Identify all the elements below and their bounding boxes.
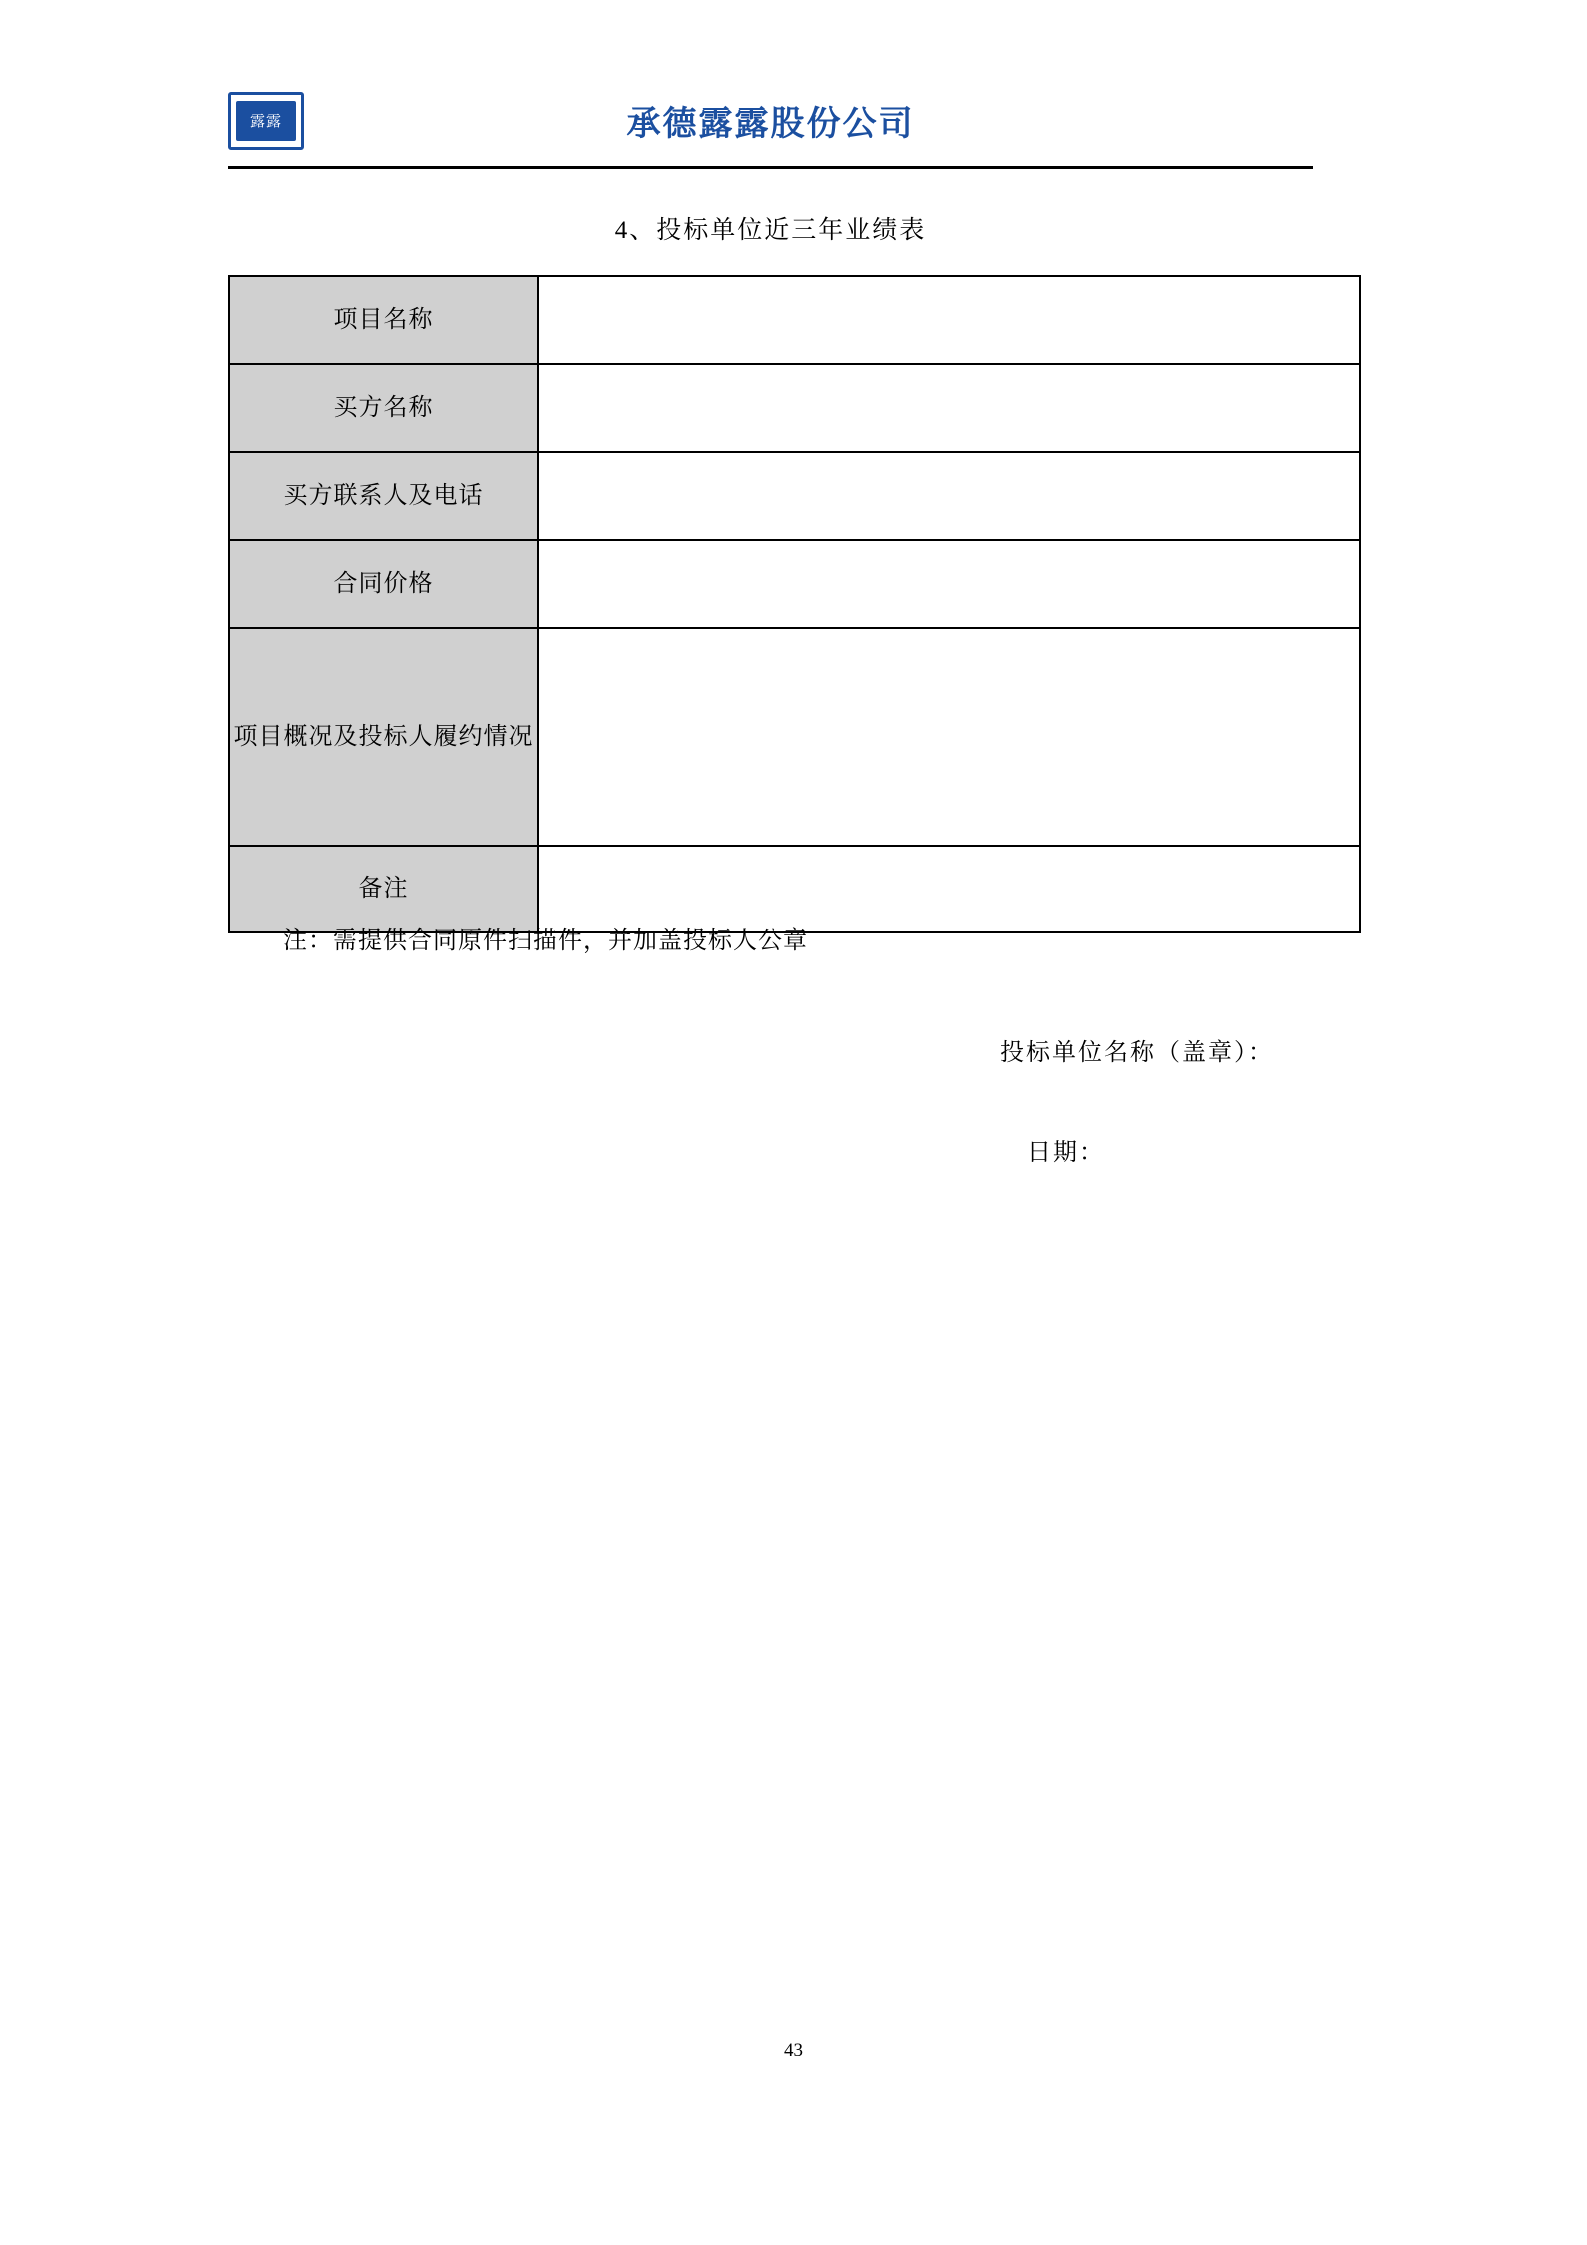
table-row: [229, 540, 1360, 628]
signature-company-label: 投标单位名称（盖章）：: [1000, 1040, 1274, 1066]
row-value-buyer-name[interactable]: [538, 364, 1360, 452]
company-name: 承德露露股份公司: [626, 104, 915, 144]
table-row: [229, 276, 1360, 364]
page-number: 43: [784, 2040, 803, 2061]
section-title: 4、投标单位近三年业绩表: [614, 217, 927, 244]
signature-date-label: 日期：: [1027, 1140, 1105, 1166]
row-value-buyer-contact[interactable]: [538, 452, 1360, 540]
table-row: [229, 452, 1360, 540]
row-value-project-overview[interactable]: [538, 628, 1360, 846]
company-logo-text: 露露: [236, 101, 296, 141]
table-note: 注：需提供合同原件扫描件，并加盖投标人公章: [283, 928, 808, 954]
row-value-contract-price[interactable]: [538, 540, 1360, 628]
performance-table: [228, 275, 1361, 933]
row-label-project-name: 项目名称: [229, 276, 538, 364]
header-divider: [228, 166, 1313, 169]
row-label-contract-price: 合同价格: [229, 540, 538, 628]
row-value-project-name[interactable]: [538, 276, 1360, 364]
page-header: [228, 92, 1313, 172]
table-row: [229, 628, 1360, 846]
table-row: [229, 364, 1360, 452]
row-label-buyer-name: 买方名称: [229, 364, 538, 452]
row-label-buyer-contact: 买方联系人及电话: [229, 452, 538, 540]
row-label-project-overview: 项目概况及投标人履约情况: [229, 628, 538, 846]
row-label-remarks: 备注: [229, 846, 538, 932]
